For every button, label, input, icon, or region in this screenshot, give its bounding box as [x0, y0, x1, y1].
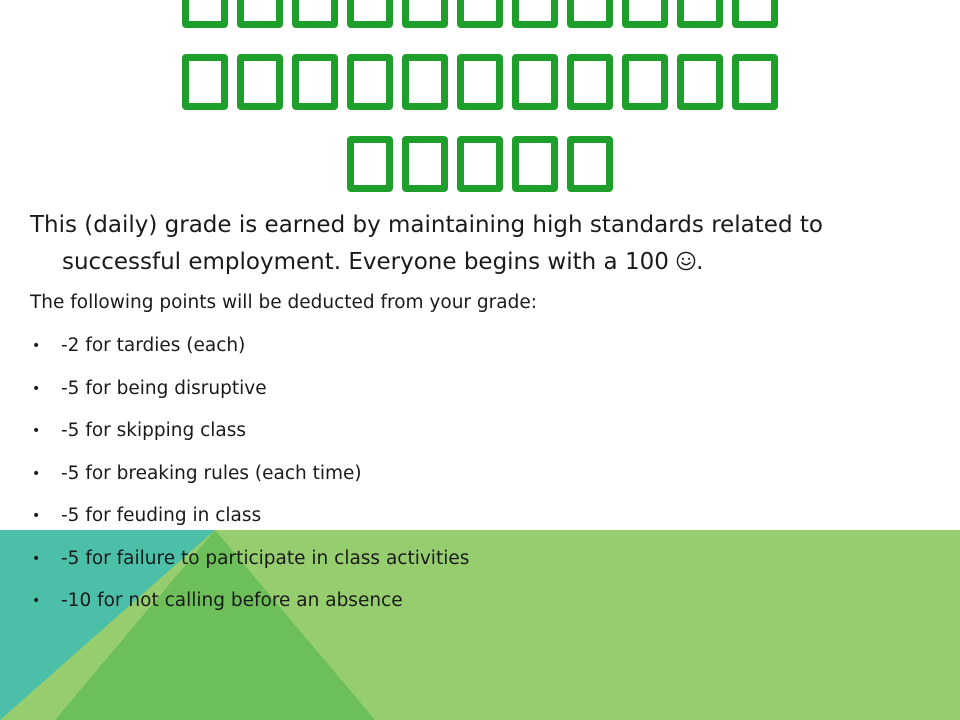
missing-glyph-box [677, 0, 723, 28]
missing-glyph-box [677, 54, 723, 110]
missing-glyph-box [347, 0, 393, 28]
missing-glyph-box [292, 54, 338, 110]
missing-glyph-box [732, 0, 778, 28]
smiley-face-icon [676, 251, 696, 271]
bullet-icon: • [32, 423, 41, 439]
bullet-icon: • [32, 593, 41, 609]
missing-glyph-box [567, 54, 613, 110]
missing-glyph-box [182, 54, 228, 110]
deduction-heading: The following points will be deducted from your grade: [30, 292, 537, 313]
list-item [30, 589, 930, 613]
list-item [30, 419, 930, 443]
title-line [0, 136, 960, 196]
missing-glyph-box [512, 54, 558, 110]
missing-glyph-box [567, 0, 613, 28]
list-item-text: -5 for being disruptive [61, 377, 267, 399]
bullet-icon: • [32, 550, 41, 567]
list-item-text: -5 for skipping class [61, 420, 247, 441]
bullet-icon: • [32, 338, 41, 354]
list-item-text: -10 for not calling before an absence [61, 590, 403, 611]
missing-glyph-box [292, 0, 338, 28]
deduction-list [30, 334, 930, 613]
list-item-text: -5 for breaking rules (each time) [61, 462, 362, 484]
bullet-icon: • [32, 380, 41, 397]
missing-glyph-box [567, 136, 613, 192]
missing-glyph-box [402, 54, 448, 110]
bullet-icon: • [32, 508, 41, 524]
missing-glyph-box [457, 136, 503, 192]
slide-title [0, 0, 960, 218]
intro-end: . [696, 249, 704, 275]
list-item-text: -2 for tardies (each) [61, 335, 246, 356]
missing-glyph-box [182, 0, 228, 28]
list-item [30, 377, 930, 401]
missing-glyph-box [347, 54, 393, 110]
list-item [30, 504, 930, 528]
missing-glyph-box [457, 54, 503, 110]
list-item-text: -5 for failure to participate in class activities [61, 547, 470, 569]
list-item [30, 547, 930, 571]
missing-glyph-box [237, 0, 283, 28]
missing-glyph-box [622, 0, 668, 28]
missing-glyph-box [402, 136, 448, 192]
missing-glyph-box [237, 54, 283, 110]
bullet-icon: • [32, 465, 41, 482]
title-line [0, 0, 960, 32]
missing-glyph-box [622, 54, 668, 110]
missing-glyph-box [347, 136, 393, 192]
missing-glyph-box [457, 0, 503, 28]
list-item [30, 334, 930, 358]
title-line [0, 54, 960, 114]
list-item-text: -5 for feuding in class [61, 505, 262, 526]
intro-paragraph [30, 207, 930, 281]
missing-glyph-box [512, 136, 558, 192]
missing-glyph-box [402, 0, 448, 28]
intro-text: This (daily) grade is earned by maintaining high standards related to successful employment. Everyone begins with a 100 [30, 212, 823, 275]
list-item [30, 462, 930, 486]
slide-body [30, 207, 930, 632]
missing-glyph-box [732, 54, 778, 110]
missing-glyph-box [512, 0, 558, 28]
